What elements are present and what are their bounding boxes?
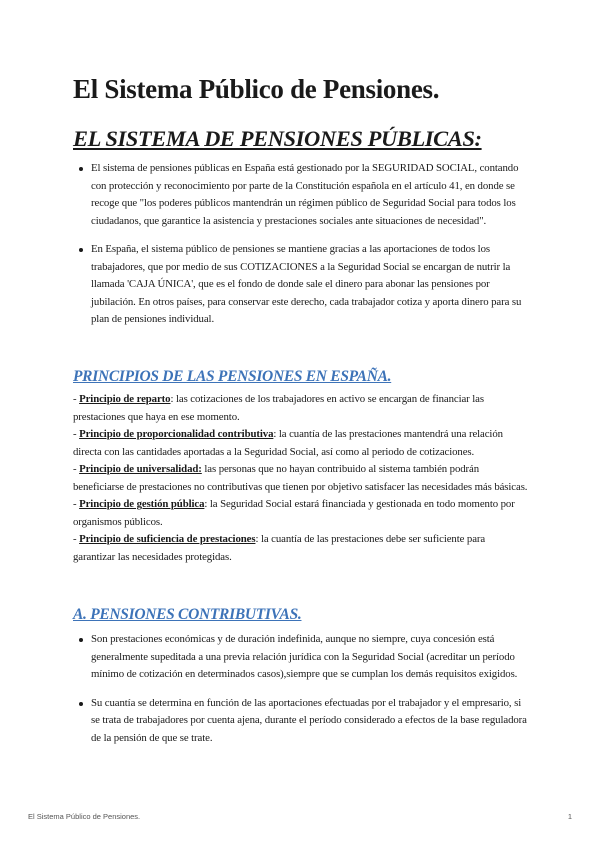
- principle-item: - Principio de reparto: las cotizaciones de los trabajadores en activo se encargan de financiar las prestaciones que haya en ese momento.: [73, 393, 484, 423]
- page-number: 1: [567, 812, 572, 821]
- principles-list: [73, 391, 528, 566]
- section-heading-principios: PRINCIPIOS DE LAS PENSIONES EN ESPAÑA.: [73, 368, 392, 385]
- principle-item: - Principio de gestión pública: la Seguridad Social estará financiada y gestionada en todo momento por organismos públicos.: [73, 498, 515, 528]
- bullet-icon: [79, 702, 83, 706]
- bullet-icon: [79, 248, 83, 252]
- section-sistema-list: [73, 160, 528, 340]
- list-item: Su cuantía se determina en función de las aportaciones efectuadas por el trabajador y el empresario, si se trata de trabajadores por cuenta ajena, durante el período considerado a efectos de la base reguladora de la pensión de que se trate.: [73, 695, 528, 748]
- list-item: En España, el sistema público de pensiones se mantiene gracias a las aportaciones de todos los trabajadores, que por medio de sus COTIZACIONES a la Seguridad Social se encargan de nutrir la llamada 'CAJA ÚNICA', que es el fondo de donde sale el dinero para abonar las pensiones por jubilación. En otros países, para conservar este derecho, cada trabajador cotiza y aporta dinero para su plan de pensiones individual.: [73, 241, 528, 329]
- principle-label: Principio de suficiencia de prestaciones: [79, 533, 256, 545]
- section-contributivas-list: [73, 631, 528, 758]
- principle-item: - Principio de universalidad: las personas que no hayan contribuido al sistema también podrán beneficiarse de prestaciones no contributivas que tienen por objetivo satisfacer las necesidades más básicas.: [73, 463, 528, 493]
- document-title: El Sistema Público de Pensiones.: [73, 74, 440, 104]
- principle-item: - Principio de suficiencia de prestaciones: la cuantía de las prestaciones debe ser suficiente para garantizar las necesidades protegidas.: [73, 533, 486, 563]
- principle-label: Principio de universalidad:: [79, 463, 202, 475]
- principle-label: Principio de proporcionalidad contributiva: [79, 428, 274, 440]
- principle-label: Principio de reparto: [79, 393, 171, 405]
- list-item: El sistema de pensiones públicas en España está gestionado por la SEGURIDAD SOCIAL, contando con protección y reconocimiento por parte de la Constitución española en el artículo 41, en donde se recoge que "los poderes públicos mantendrán un régimen público de Seguridad Social para todos los ciudadanos, que garantice la asistencia y prestaciones sociales ante situaciones de necesidad".: [73, 160, 528, 230]
- section-heading-contributivas: A. PENSIONES CONTRIBUTIVAS.: [73, 606, 302, 623]
- principle-item: - Principio de proporcionalidad contributiva: la cuantía de las prestaciones mantendrá una relación directa con las cantidades aportadas a la Seguridad Social, así como al periodo de cotizaciones.: [73, 428, 503, 458]
- footer-title: El Sistema Público de Pensiones.: [28, 812, 141, 821]
- principle-label: Principio de gestión pública: [79, 498, 205, 510]
- bullet-icon: [79, 167, 83, 171]
- list-item: Son prestaciones económicas y de duración indefinida, aunque no siempre, cuya concesión está generalmente supeditada a una previa relación jurídica con la Seguridad Social (acreditar un período mínimo de cotización en determinados casos),siempre que se cumplan los demás requisitos exigidos.: [73, 631, 528, 684]
- bullet-icon: [79, 638, 83, 642]
- page-footer: [28, 812, 572, 821]
- section-heading-sistema: EL SISTEMA DE PENSIONES PÚBLICAS:: [73, 126, 482, 151]
